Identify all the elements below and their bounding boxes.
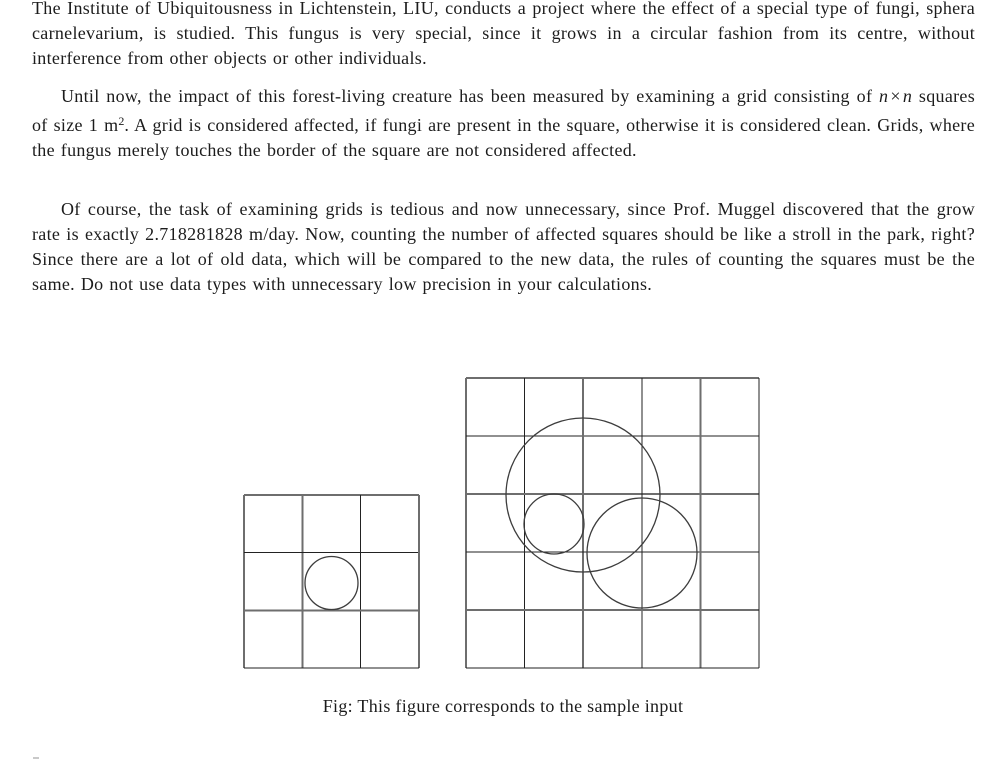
fungus-circle <box>305 557 358 610</box>
p2-text-pre: Until now, the impact of this forest-living creature has been measured by examining a grid consisting of <box>61 86 880 106</box>
p2-text-post: . A grid is considered affected, if fungi are present in the square, otherwise it is considered clean. Grids, where the fungus merely touches the border of the square are not considered affected. <box>32 115 975 160</box>
fungus-circle <box>524 494 584 554</box>
paragraph-growth-rate: Of course, the task of examining grids is tedious and now unnecessary, since Prof. Muggel discovered that the grow rate is exactly 2.718281828 m/day. Now, counting the number of affected squares should be like a stroll in the park, right? Since there are a lot of old data, which will be compared to the new data, the rules of counting the squares must be the same. Do not use data types with unnecessary low precision in your calculations. <box>32 199 975 294</box>
math-times-symbol: × <box>890 86 901 106</box>
paragraph-grid-rules <box>32 84 975 163</box>
figure-caption: Fig: This figure corresponds to the sample input <box>322 696 684 716</box>
superscript-2: 2 <box>118 114 125 128</box>
p2-text-mid: squares of size 1 m <box>32 86 976 135</box>
paragraph-intro: The Institute of Ubiquitousness in Lichtenstein, LIU, conducts a project where the effect of a special type of fungi, sphera carnelevarium, is studied. This fungus is very special, since it grows in a circular fashion from its centre, without interference from other objects or other individuals. <box>32 0 975 68</box>
sample-grid-5x5 <box>464 376 761 670</box>
sample-grid-3x3 <box>242 493 421 670</box>
math-var-n: n <box>879 86 889 106</box>
cropped-next-line-artifact <box>33 757 39 759</box>
math-var-n: n <box>902 86 913 106</box>
